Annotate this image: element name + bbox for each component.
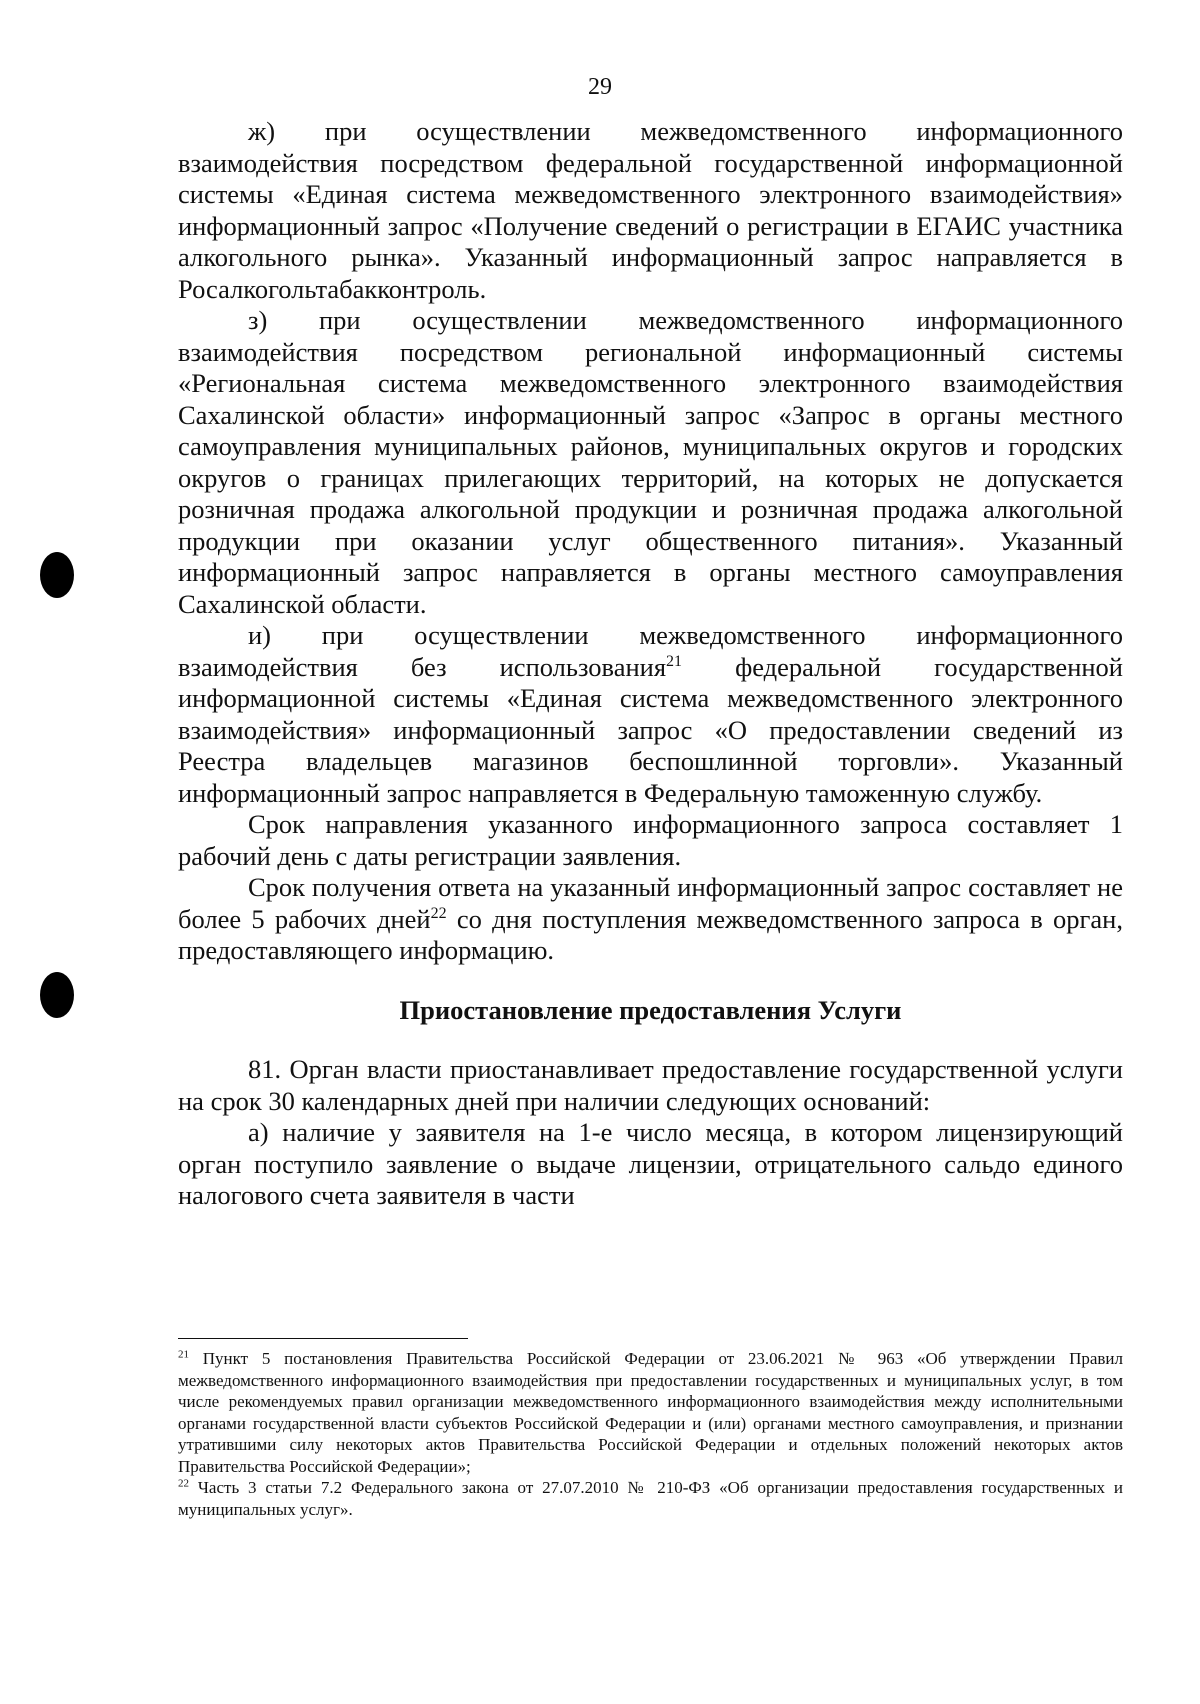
- paragraph-81: 81. Орган власти приостанавливает предоставление государственной услуги на срок 30 календарных дней при наличии следующих оснований:: [178, 1054, 1123, 1116]
- paragraph-zh: ж) при осуществлении межведомственного информационного взаимодействия посредством федеральной государственной информационной системы «Единая система межведомственного электронного взаимодействия» информационный запрос «Получение сведений о регистрации в ЕГАИС участника алкогольного рынка». Указанный информационный запрос направляется в Росалкогольтабакконтроль.: [178, 116, 1123, 304]
- paragraph-term-request: Срок направления указанного информационного запроса составляет 1 рабочий день с даты регистрации заявления.: [178, 809, 1123, 871]
- paragraph-term-response-end: со дня поступления межведомственного запроса в орган, предоставляющего информацию.: [178, 903, 1123, 965]
- punch-hole-bottom: [40, 972, 74, 1018]
- main-text: [178, 116, 1123, 1212]
- paragraph-a: а) наличие у заявителя на 1-е число месяца, в котором лицензирующий орган поступило заявление о выдаче лицензии, отрицательного сальдо единого налогового счета заявителя в части: [178, 1117, 1123, 1210]
- footnote-separator: [178, 1338, 468, 1339]
- footnote-21-text: Пункт 5 постановления Правительства Российской Федерации от 23.06.2021 № 963 «Об утверждении Правил межведомственного информационного взаимодействия при предоставлении государственных и муниципальных услуг, в том числе рекомендуемых правил организации межведомственного информационного взаимодействия между исполнительными органами государственной власти субъектов Российской Федерации и (или) органами местного самоуправления, и признании утратившими силу некоторых актов Правительства Российской Федерации и отдельных положений некоторых актов Правительства Российской Федерации»;: [178, 1349, 1123, 1476]
- footnotes: [178, 1348, 1123, 1520]
- footnote-mark-21: 21: [178, 1348, 189, 1361]
- paragraph-term-response-start: Срок получения ответа на указанный информационный запрос составляет не более 5 рабочих дней: [178, 872, 1123, 934]
- paragraph-term-response: [178, 872, 1123, 967]
- footnote-mark-22: 22: [178, 1477, 189, 1490]
- paragraph-i: [178, 620, 1123, 809]
- paragraph-z: з) при осуществлении межведомственного информационного взаимодействия посредством региональной информационный системы «Региональная система межведомственного электронного взаимодействия Сахалинской области» информационный запрос «Запрос в органы местного самоуправления муниципальных районов, муниципальных округов и городских округов о границах прилегающих территорий, на которых не допускается розничная продажа алкогольной продукции и розничная продажа алкогольной продукции при оказании услуг общественного питания». Указанный информационный запрос направляется в органы местного самоуправления Сахалинской области.: [178, 305, 1123, 619]
- footnote-22: [178, 1477, 1123, 1520]
- footnote-ref-22[interactable]: 22: [430, 904, 447, 922]
- paragraph-i-text-start: и) при осуществлении межведомственного информационного взаимодействия без использования: [178, 620, 1123, 682]
- footnote-ref-21[interactable]: 21: [666, 652, 683, 670]
- section-heading: Приостановление предоставления Услуги: [399, 994, 902, 1025]
- punch-hole-top: [40, 552, 74, 598]
- footnote-21: [178, 1348, 1123, 1477]
- page-number: 29: [588, 74, 612, 100]
- paragraph-i-text-end: федеральной государственной информационной системы «Единая система межведомственного электронного взаимодействия» информационный запрос «О предоставлении сведений из Реестра владельцев магазинов беспошлинной торговли». Указанный информационный запрос направляется в Федеральную таможенную службу.: [178, 651, 1123, 808]
- footnote-22-text: Часть 3 статьи 7.2 Федерального закона от 27.07.2010 № 210-ФЗ «Об организации предоставления государственных и муниципальных услуг».: [178, 1478, 1123, 1519]
